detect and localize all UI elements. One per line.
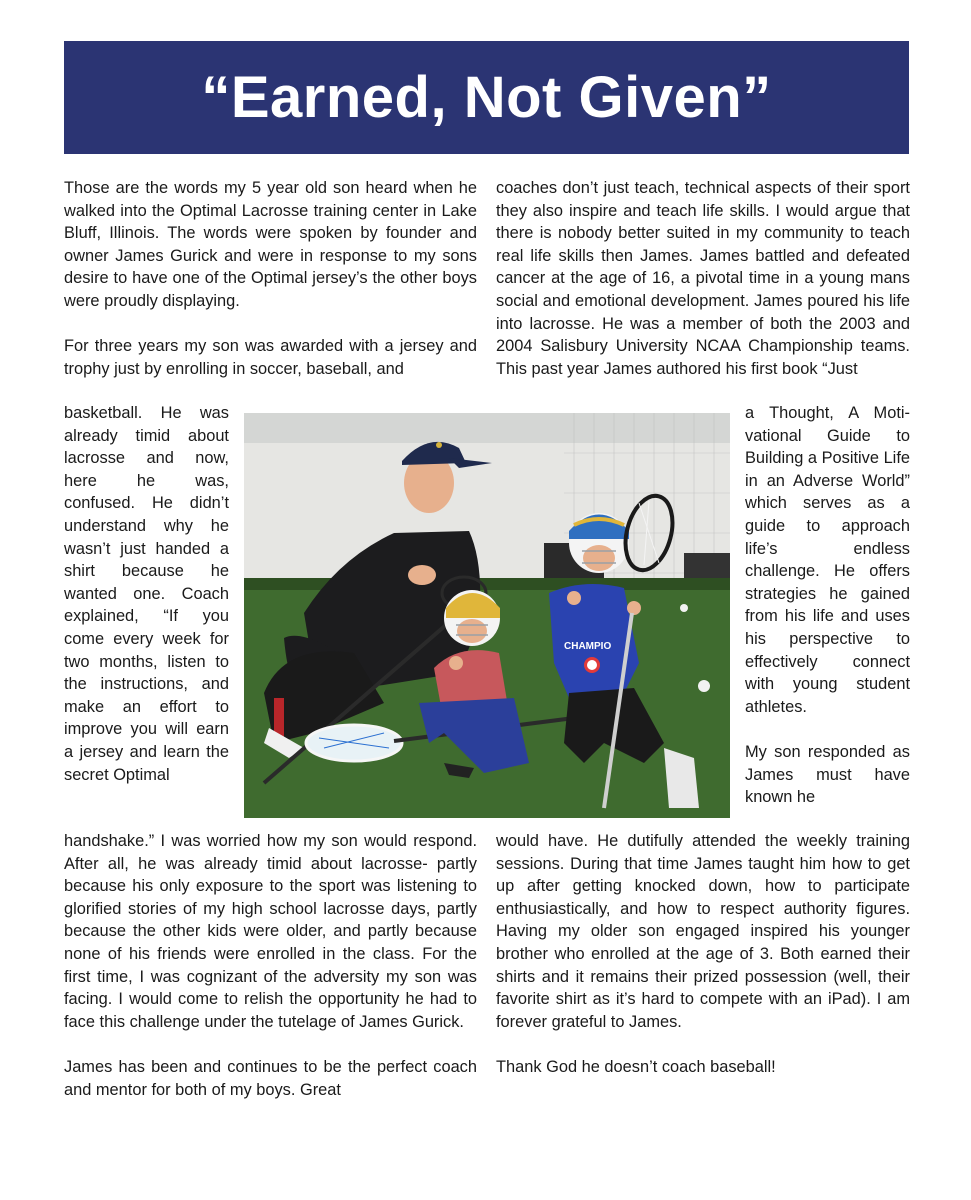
photo-illustration — [244, 413, 730, 818]
shirt-text: CHAMPIO — [564, 641, 612, 652]
article-title: “Earned, Not Given” — [201, 65, 772, 130]
paragraph-coaches: coaches don’t just teach, technical aspects of their sport they also inspire and teach life skills. I would argue that there is nobody better suited in my community to teach real life skills then James. James battled and defeated cancer at the age of 16, a pivotal time in a young mans social and emotional development. James poured his life into lacrosse. He was a member of both the 2003 and 2004 Salisbury University NCAA Championship teams. This past year James authored his first book “Just — [496, 179, 910, 378]
paragraph-jersey: For three years my son was awarded with a jersey and trophy just by enrolling in soccer, baseball, and — [64, 337, 477, 378]
title-banner — [64, 41, 909, 154]
right-column-bottom — [496, 830, 910, 1079]
paragraph-wrap-left: basketball. He was already timid about lacrosse and now, here he was, confused. He didn’t understand why he wasn’t just handed a shirt because he wanted one. Coach explained, “If you come every week for two months, listen to the instructions, and make an effort to improve you will earn a jersey and learn the secret Optimal — [64, 404, 229, 784]
lacrosse-photo — [244, 413, 730, 818]
paragraph-handshake: handshake.” I was worried how my son would respond. After all, he was already timid about lacrosse- partly because his only exposure to the sport was listening to glorified stories of my high school lacrosse days, partly because the other kids were older, and partly because none of his friends were enrolled in the class. For the first time, I was cognizant of the adversity my son was facing. I would come to relish the opportunity he had to face this challenge under the tutelage of James Gurick. — [64, 832, 477, 1031]
left-column-bottom — [64, 830, 477, 1101]
right-column-top — [496, 177, 910, 380]
paragraph-responded: My son responded as James must have known he — [745, 742, 910, 807]
right-column-wrap — [745, 402, 910, 809]
paragraph-book: a Thought, A Motivational Guide to Building a Positive Life in an Adverse World” which serves as a guide to approach life’s endless challenge. He offers strategies he gained from his life and uses his perspective to effectively connect with young student athletes. — [745, 404, 910, 716]
left-column-wrap — [64, 402, 229, 786]
left-column-top — [64, 177, 477, 380]
paragraph-sessions: would have. He dutifully attended the weekly training sessions. During that time James taught him how to get up after getting knocked down, how to participate enthusiastically, and how to respect authority figures. Having my older son engaged inspired his younger brother who enrolled at the age of 3. Both earned their shirts and it remains their prized possession (well, their favorite shirt as it’s hard to compete with an iPad). I am forever grateful to James. — [496, 832, 910, 1031]
paragraph-closing: Thank God he doesn’t coach baseball! — [496, 1057, 776, 1076]
paragraph-mentor: James has been and continues to be the perfect coach and mentor for both of my boys. Great — [64, 1057, 477, 1099]
paragraph-intro: Those are the words my 5 year old son heard when he walked into the Optimal Lacrosse training center in Lake Bluff, Illinois. The words were spoken by founder and owner James Gurick and were in response to my sons desire to have one of the Optimal jersey’s the other boys were proudly displaying. — [64, 179, 477, 310]
